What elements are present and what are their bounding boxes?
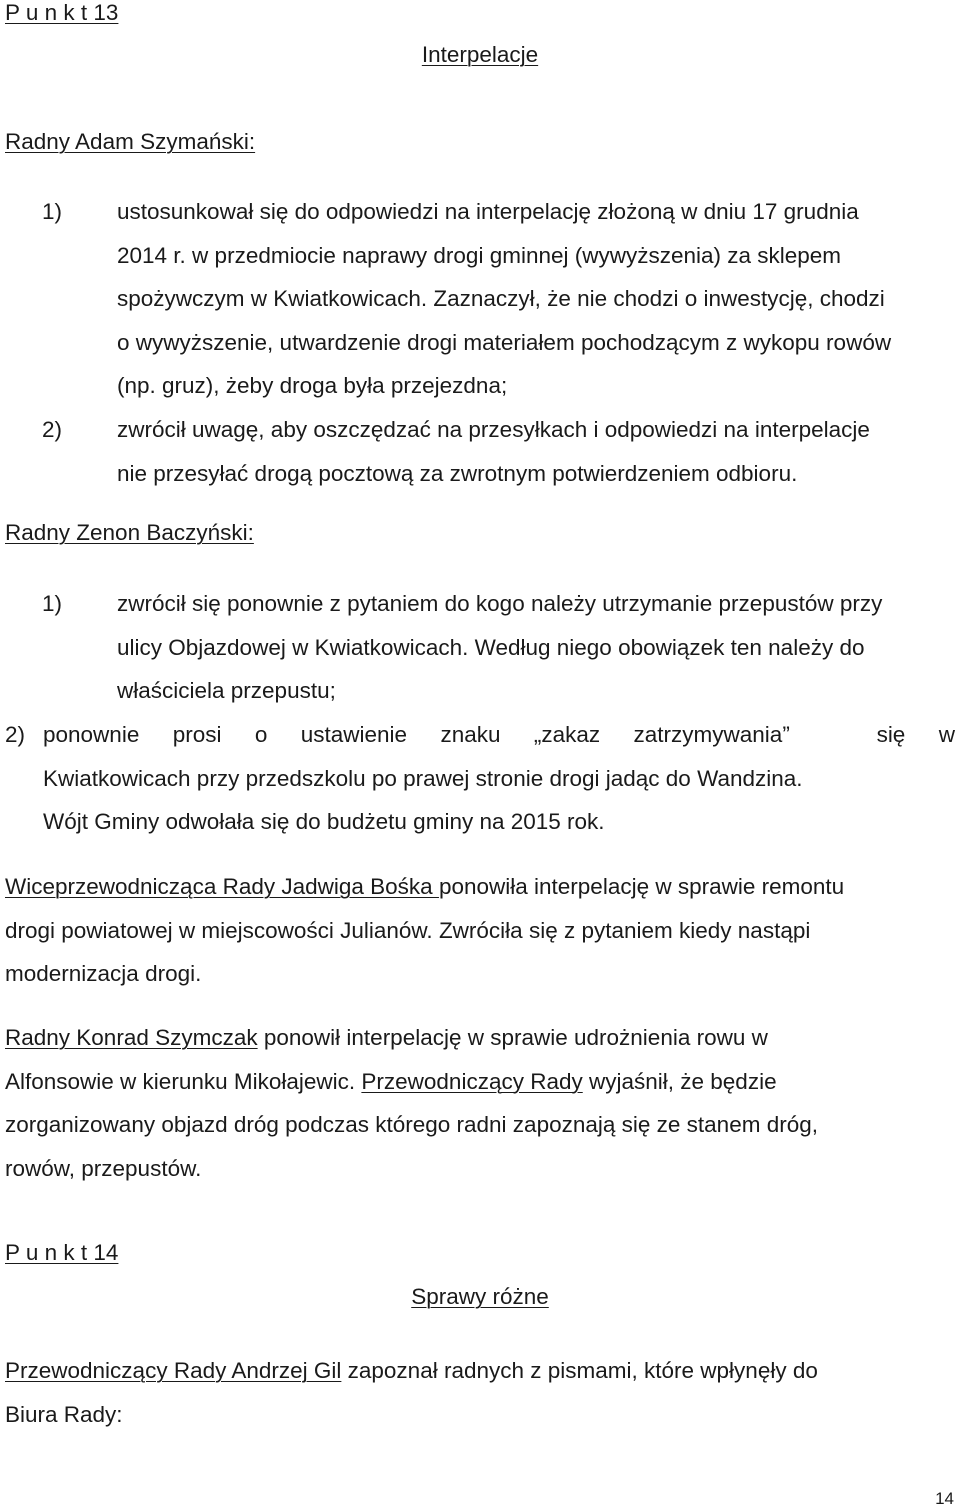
document-page: P u n k t 13 Interpelacje Radny Adam Szymański: 1) ustosunkował się do odpowiedzi na interpelację złożoną w dniu 17 grudnia 2014 r. w przedmiocie naprawy drogi gminnej (wywyższenia) za sklepem spożywczym w Kwiatkowicach. Zaznaczył, że nie chodzi o inwestycję, chodzi o wywyższenie, utwardzenie drogi materiałem pochodzącym z wykopu rowów (np. gruz), żeby droga była przejezdna; 2) zwrócił uwagę, aby oszczędzać na przesyłkach i odpowiedzi na interpelacje nie przesyłać drogą pocztową za zwrotnym potwierdzeniem odbioru. Radny Zenon Baczyński: 1) zwrócił się ponownie z pytaniem do kogo należy utrzymanie przepustów przy ulicy Objazdowej w Kwiatkowicach. Według niego obowiązek ten należy do właściciela przepustu; 2) ponownie prosi o ustawienie znaku „zakaz zatrzymywania” się w Kwiatkowicach przy przedszkolu po prawej stronie drogi jadąc do Wandzina. Wójt Gminy odwołała się do budżetu gminy na 2015 rok. Wiceprzewodnicząca Rady Jadwiga Bośka ponowiła interpelację w sprawie remontu drogi powiatowej w miejscowości Julianów. Zwróciła się z pytaniem kiedy nastąpi modernizacja drogi. Radny Konrad Szymczak ponowił interpelację w sprawie udrożnienia rowu w Alfonsowie w kierunku Mikołajewic. Przewodniczący Rady wyjaśnił, że będzie zorganizowany objazd dróg podczas którego radni zapoznają się ze stanem dróg, rowów, przepustów. P u n k t 14 Sprawy różne Przewodniczący Rady Andrzej Gil zapoznał radnych z pismami, które wpłynęły do Biura Rady: 14 bbox=[5, 0, 955, 1508]
section-heading-punkt-14: P u n k t 14 bbox=[5, 1240, 119, 1265]
person-andrzej-gil: Przewodniczący Rady Andrzej Gil bbox=[5, 1358, 342, 1383]
section-title-sprawy-rozne: Sprawy różne bbox=[411, 1284, 549, 1309]
person-jadwiga-boska: Wiceprzewodnicząca Rady Jadwiga Bośka bbox=[5, 874, 439, 899]
person-przewodniczacy-rady: Przewodniczący Rady bbox=[361, 1068, 583, 1094]
paragraph-andrzej-gil: Przewodniczący Rady Andrzej Gil zapoznał radnych z pismami, które wpłynęły do Biura Rady: bbox=[5, 1358, 818, 1427]
speaker-zenon-baczynski: Radny Zenon Baczyński: bbox=[5, 520, 254, 545]
person-konrad-szymczak: Radny Konrad Szymczak bbox=[5, 1025, 258, 1050]
section-heading-punkt-13: P u n k t 13 bbox=[5, 0, 119, 25]
paragraph-konrad-szymczak: Radny Konrad Szymczak ponowił interpelację w sprawie udrożnienia rowu w Alfonsowie w kierunku Mikołajewic. Przewodniczący Rady wyjaśnił, że będzie zorganizowany objazd dróg podczas którego radni zapoznają się ze stanem dróg, rowów, przepustów. bbox=[5, 1025, 818, 1181]
speaker-adam-szymanski: Radny Adam Szymański: bbox=[5, 129, 256, 154]
paragraph-jadwiga-boska: Wiceprzewodnicząca Rady Jadwiga Bośka ponowiła interpelację w sprawie remontu drogi powiatowej w miejscowości Julianów. Zwróciła się z pytaniem kiedy nastąpi modernizacja drogi. bbox=[5, 874, 845, 986]
page-number: 14 bbox=[935, 1489, 954, 1508]
section-title-interpelacje: Interpelacje bbox=[421, 42, 539, 67]
